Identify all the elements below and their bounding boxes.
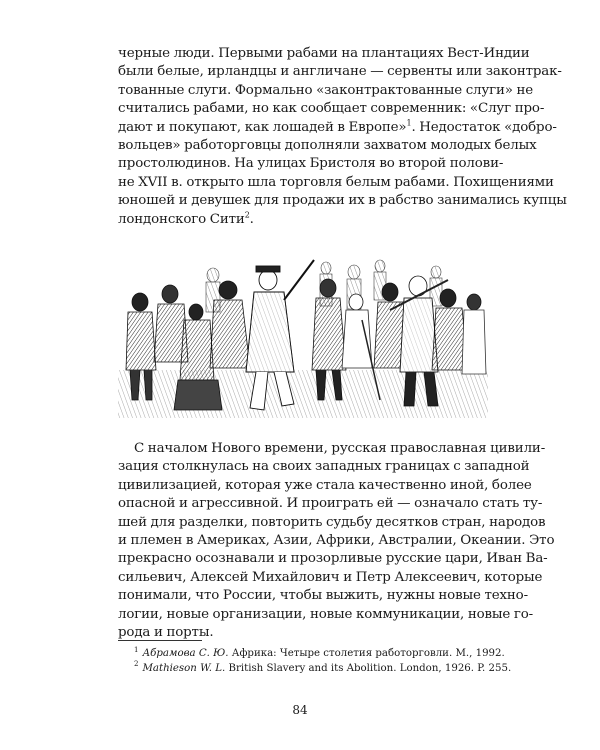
- text-line: не XVII в. открыто шла торговля белым рабами. Похищениями: [118, 174, 554, 190]
- text-line: были белые, ирландцы и англичане — сервенты или законтрак-: [118, 64, 562, 80]
- paragraph-2: [118, 440, 555, 642]
- text-line: понимали, что России, чтобы выжить, нужны новые техно-: [118, 588, 528, 604]
- text-line: зация столкнулась на своих западных границах с западной: [118, 459, 530, 475]
- slave-market-engraving-icon: [118, 250, 488, 418]
- text-line: шей для разделки, повторить судьбу десятков стран, народов: [118, 514, 546, 530]
- text-line: цивилизацией, которая уже стала качественно иной, более: [118, 477, 532, 493]
- text-fragment: .: [249, 211, 254, 227]
- footnote-2: [118, 660, 512, 677]
- text-line: рода и порты.: [118, 625, 214, 641]
- footnote-author: Mathieson W. L.: [142, 662, 226, 674]
- footnote-number: 2: [134, 660, 139, 669]
- text-line: [118, 211, 488, 229]
- footnote-number: 1: [134, 645, 139, 654]
- footnote-text: Африка: Четыре столетия работорговли. М., 1992.: [228, 648, 505, 659]
- text-fragment: лондонского Сити: [118, 211, 245, 227]
- text-line: вольцев» работорговцы дополняли захватом молодых белых: [118, 138, 537, 154]
- text-line: и племен в Америках, Азии, Африки, Австралии, Океании. Это: [118, 533, 555, 549]
- footnote-divider: [118, 640, 202, 641]
- footnotes: [118, 645, 512, 676]
- footnote-1: [118, 645, 505, 662]
- text-fragment: дают и покупают, как лошадей в Европе»: [118, 119, 407, 135]
- text-line: опасной и агрессивной. И проиграть ей — означало стать ту-: [118, 496, 543, 512]
- footnote-ref-1[interactable]: 1: [406, 118, 412, 128]
- text-line: простолюдинов. На улицах Бристоля во второй полови-: [118, 156, 504, 172]
- footnote-author: Абрамова С. Ю.: [142, 648, 229, 659]
- text-line: считались рабами, но как сообщает современник: «Слуг про-: [118, 101, 545, 117]
- paragraph-1: [118, 45, 567, 229]
- text-line: [118, 118, 557, 137]
- text-line: С началом Нового времени, русская православная цивили-: [134, 441, 546, 456]
- text-line: юношей и девушек для продажи их в рабство занимались купцы: [118, 193, 567, 209]
- text-line: сильевич, Алексей Михайлович и Петр Алексеевич, которые: [118, 569, 543, 585]
- text-line: прекрасно осознавали и прозорливые русские цари, Иван Ва-: [118, 551, 548, 567]
- text-fragment: . Недостаток «добро-: [411, 119, 557, 135]
- footnote-ref-2[interactable]: 2: [244, 210, 250, 220]
- text-line: логии, новые организации, новые коммуникации, новые го-: [118, 606, 534, 622]
- page-number: 84: [292, 703, 308, 717]
- footnote-text: British Slavery and its Abolition. London, 1926. P. 255.: [225, 662, 512, 674]
- text-line: тованные слуги. Формально «законтрактованные слуги» не: [118, 82, 534, 98]
- text-line: черные люди. Первыми рабами на плантациях Вест-Индии: [118, 46, 530, 61]
